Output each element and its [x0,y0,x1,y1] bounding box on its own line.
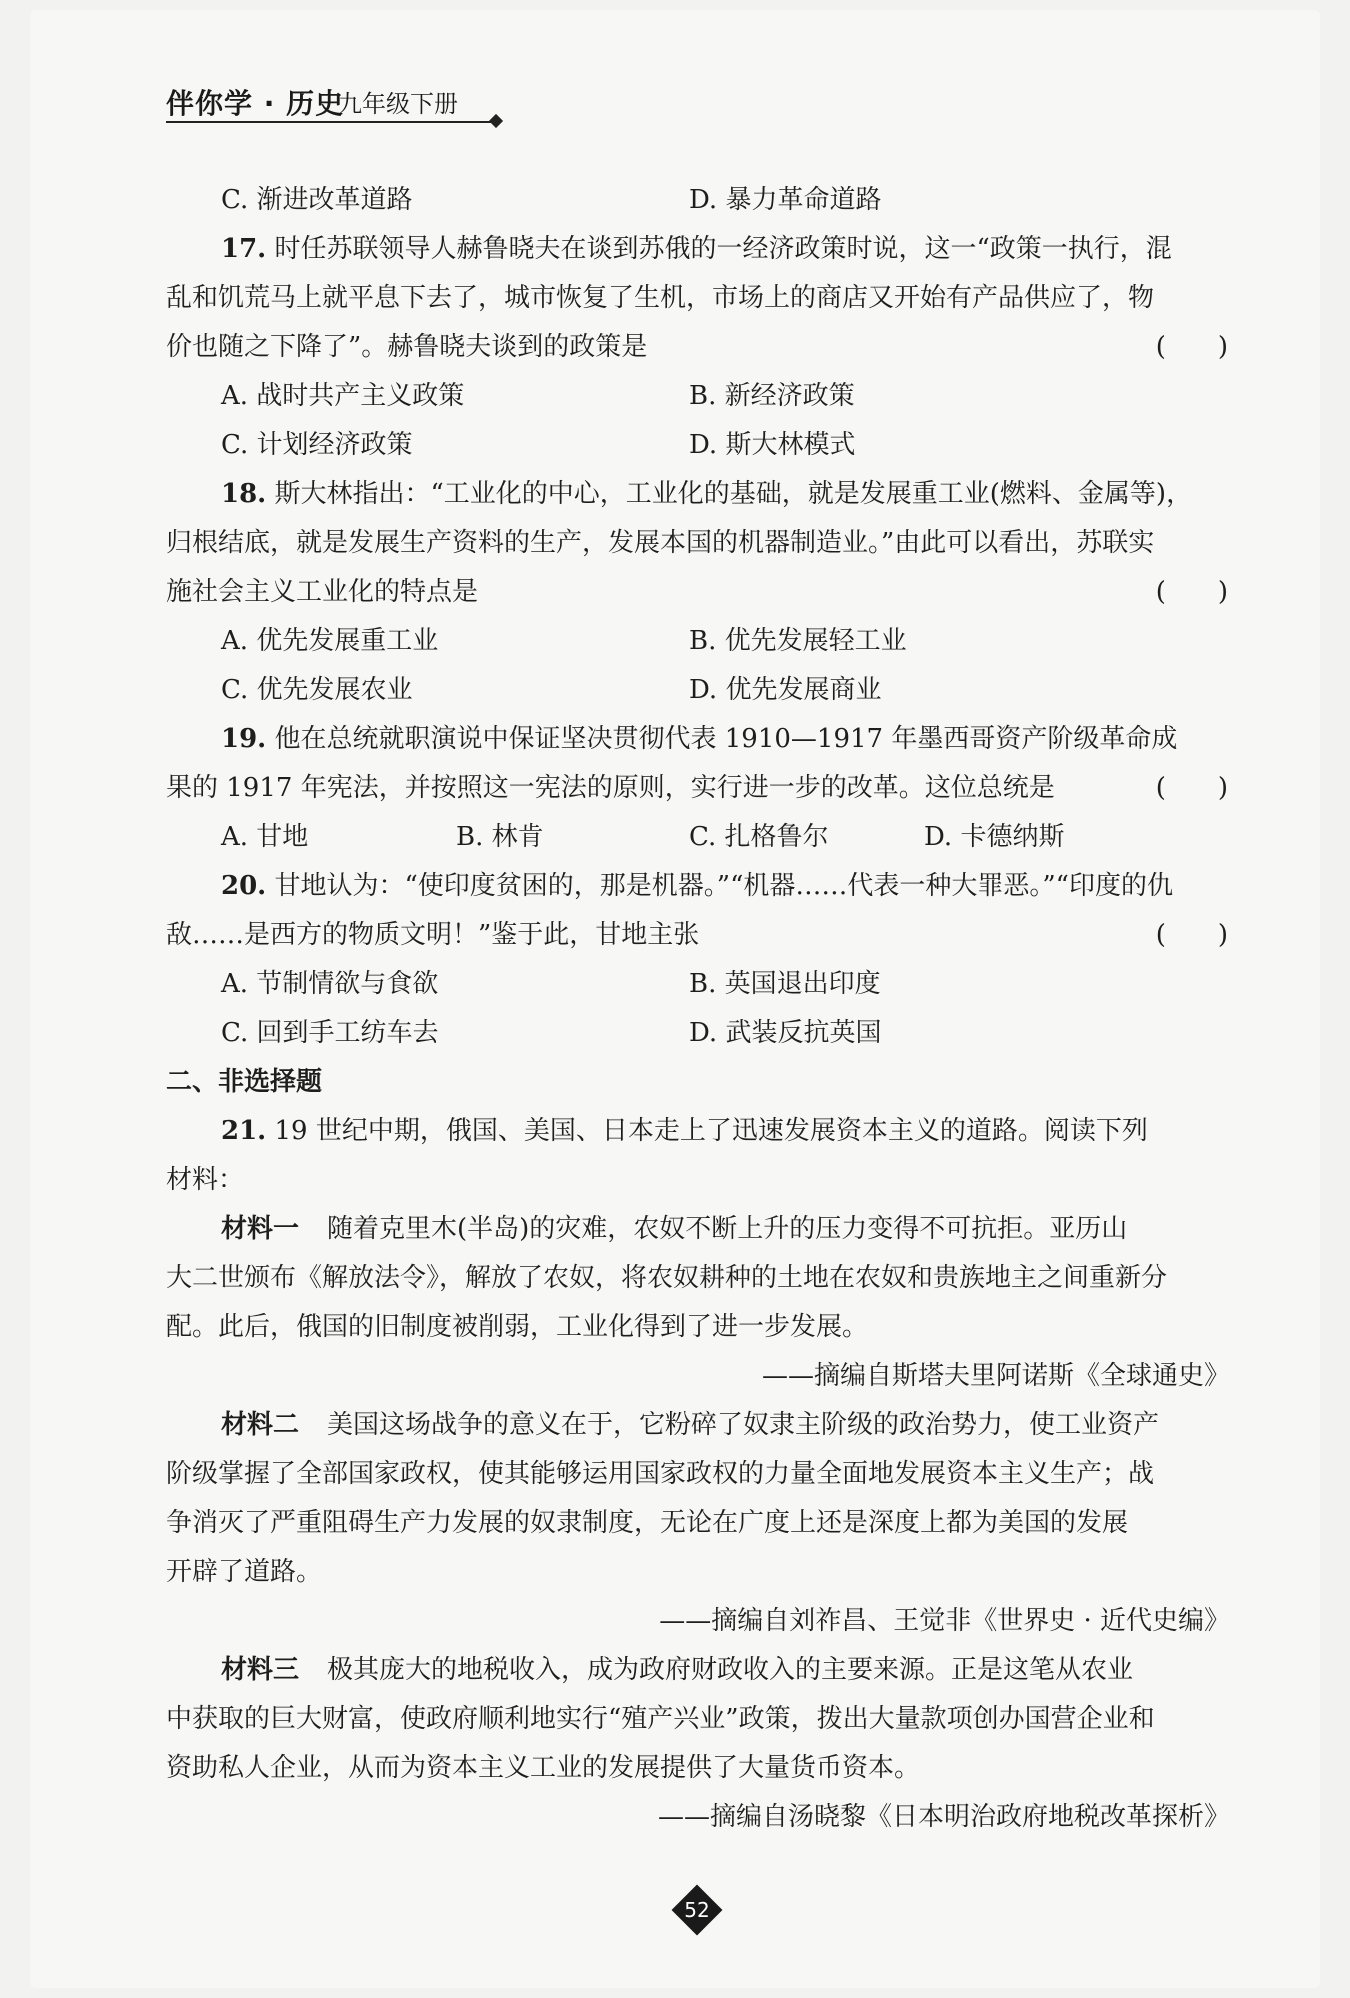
q19-option-c: C. 扎格鲁尔 [689,822,829,852]
q17-option-b: B. 新经济政策 [689,381,855,411]
q18-option-a: A. 优先发展重工业 [221,626,439,656]
q17-option-d: D. 斯大林模式 [689,430,856,460]
q21-stem-line-2: 材料： [166,1165,245,1195]
material-2-line-3: 争消灭了严重阻碍生产力发展的奴隶制度，无论在广度上还是深度上都为美国的发展 [166,1508,1129,1538]
book-title: 伴你学 · 历史 [166,87,345,120]
q20-stem-line-1: 20. 甘地认为：“使印度贫困的，那是机器。”“机器……代表一种大罪恶。”“印度的仇 [221,871,1173,901]
material-3-line-2: 中获取的巨大财富，使政府顺利地实行“殖产兴业”政策，拨出大量款项创办国营企业和 [166,1704,1155,1734]
q20-number: 20. [221,871,267,901]
material-1-source: ——摘编自斯塔夫里阿诺斯《全球通史》 [761,1361,1230,1391]
material-1-line-1: 材料一 随着克里木(半岛)的灾难，农奴不断上升的压力变得不可抗拒。亚历山 [221,1214,1128,1244]
q18-stem-line-1: 18. 斯大林指出：“工业化的中心，工业化的基础，就是发展重工业(燃料、金属等)， [221,479,1193,509]
q19-options-row [166,813,1232,862]
q18-option-d: D. 优先发展商业 [689,675,882,705]
material-1-line-3: 配。此后，俄国的旧制度被削弱，工业化得到了进一步发展。 [166,1312,869,1342]
q21-number: 21. [221,1116,267,1146]
page-content [166,176,1232,1842]
q19-option-a: A. 甘地 [221,822,309,852]
q17-stem-line-1: 17. 时任苏联领导人赫鲁晓夫在谈到苏俄的一经济政策时说，这一“政策一执行，混 [221,234,1172,264]
running-header [166,78,506,118]
material-2-line-1: 材料二 美国这场战争的意义在于，它粉碎了奴隶主阶级的政治势力，使工业资产 [221,1410,1160,1440]
q20-options-row-1 [166,960,1232,1009]
page-number: 52 [684,1898,710,1922]
q20-option-d: D. 武装反抗英国 [689,1018,882,1048]
q20-option-c: C. 回到手工纺车去 [221,1018,439,1048]
material-3-line-1: 材料三 极其庞大的地税收入，成为政府财政收入的主要来源。正是这笔从农业 [221,1655,1134,1685]
answer-bracket: ( ) [1155,920,1228,950]
material-2-label: 材料二 [221,1410,300,1440]
q18-stem-line-3: 施社会主义工业化的特点是 ( ) [166,568,1232,617]
q20-stem-line-2: 敌……是西方的物质文明！”鉴于此，甘地主张 ( ) [166,911,1232,960]
q19-number: 19. [221,724,267,754]
q18-stem-line-2: 归根结底，就是发展生产资料的生产，发展本国的机器制造业。”由此可以看出，苏联实 [166,528,1155,558]
answer-bracket: ( ) [1155,577,1228,607]
q18-option-b: B. 优先发展轻工业 [689,626,907,656]
q17-stem-line-2: 乱和饥荒马上就平息下去了，城市恢复了生机，市场上的商店又开始有产品供应了，物 [166,283,1155,313]
q16-option-c: C. 渐进改革道路 [221,185,413,215]
q18-options-row-2 [166,666,1232,715]
q17-option-c: C. 计划经济政策 [221,430,413,460]
q17-options-row-1 [166,372,1232,421]
material-3-line-3: 资助私人企业，从而为资本主义工业的发展提供了大量货币资本。 [166,1753,921,1783]
answer-bracket: ( ) [1155,332,1228,362]
q16-options-row [166,176,1232,225]
q20-option-b: B. 英国退出印度 [689,969,881,999]
q20-options-row-2 [166,1009,1232,1058]
q17-options-row-2 [166,421,1232,470]
header-rule [166,121,494,123]
q20-option-a: A. 节制情欲与食欲 [221,969,439,999]
q18-number: 18. [221,479,267,509]
q19-option-b: B. 林肯 [456,822,544,852]
material-1-line-2: 大二世颁布《解放法令》，解放了农奴，将农奴耕种的土地在农奴和贵族地主之间重新分 [166,1263,1168,1293]
grade-label: 九年级下册 [338,90,458,118]
material-2-line-4: 开辟了道路。 [166,1557,323,1587]
page-number-badge [672,1885,722,1935]
material-2-source: ——摘编自刘祚昌、王觉非《世界史 · 近代史编》 [659,1606,1230,1636]
q19-option-d: D. 卡德纳斯 [924,822,1065,852]
q17-option-a: A. 战时共产主义政策 [221,381,465,411]
q18-option-c: C. 优先发展农业 [221,675,413,705]
material-3-source: ——摘编自汤晓黎《日本明治政府地税改革探析》 [657,1802,1230,1832]
q18-options-row-1 [166,617,1232,666]
answer-bracket: ( ) [1155,773,1228,803]
q17-stem-line-3: 价也随之下降了”。赫鲁晓夫谈到的政策是 ( ) [166,323,1232,372]
q21-stem-line-1: 21. 19 世纪中期，俄国、美国、日本走上了迅速发展资本主义的道路。阅读下列 [221,1116,1148,1146]
material-3-label: 材料三 [221,1655,300,1685]
q19-stem-line-1: 19. 他在总统就职演说中保证坚决贯彻代表 1910—1917 年墨西哥资产阶级革命成 [221,724,1178,754]
material-2-line-2: 阶级掌握了全部国家政权，使其能够运用国家政权的力量全面地发展资本主义生产；战 [166,1459,1155,1489]
material-1-label: 材料一 [221,1214,300,1244]
q17-number: 17. [221,234,267,264]
section-heading: 二、非选择题 [166,1067,323,1097]
q19-stem-line-2: 果的 1917 年宪法，并按照这一宪法的原则，实行进一步的改革。这位总统是 ( ) [166,764,1232,813]
q16-option-d: D. 暴力革命道路 [689,185,882,215]
